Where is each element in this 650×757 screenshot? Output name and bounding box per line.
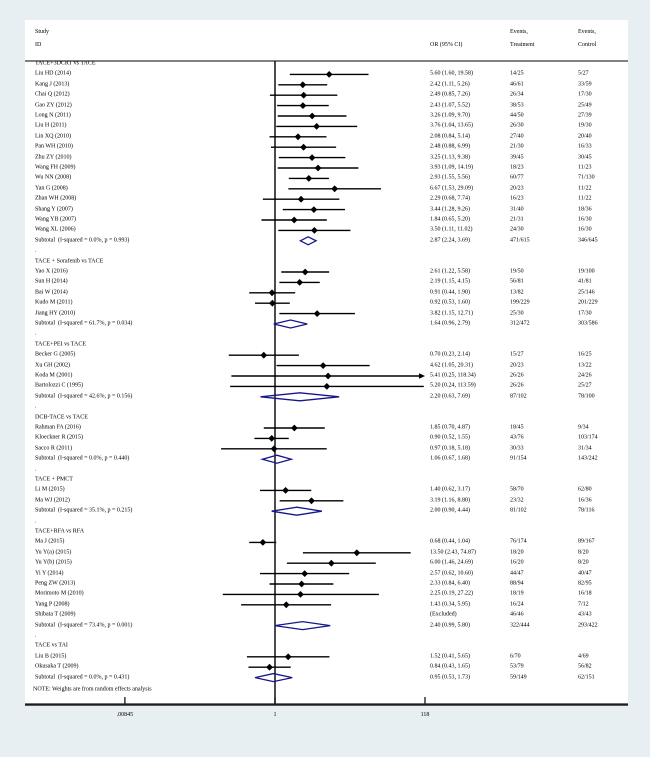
events-control-value: 293/422 bbox=[578, 622, 598, 629]
effect-marker bbox=[309, 154, 316, 161]
study-label: Ma WJ (2012) bbox=[35, 497, 70, 504]
or-ci-value: 2.00 (0.90, 4.44) bbox=[430, 507, 470, 514]
or-ci-value: 2.19 (1.15, 4.15) bbox=[430, 278, 470, 285]
events-control-value: 11/22 bbox=[578, 185, 592, 192]
subtotal-label: Subtotal (I-squared = 35.1%, p = 0.215) bbox=[35, 507, 133, 514]
pooled-diamond bbox=[262, 455, 291, 463]
plot-layer bbox=[25, 20, 628, 706]
or-ci-value: 2.87 (2.24, 3.69) bbox=[430, 237, 470, 244]
col-header-id: ID bbox=[35, 42, 42, 48]
col-header-treatment: Treatment bbox=[510, 42, 535, 48]
pooled-diamond bbox=[274, 320, 308, 328]
events-control-value: 16/30 bbox=[578, 216, 592, 223]
events-treatment-value: 44/50 bbox=[510, 112, 524, 119]
events-control-value: 43/43 bbox=[578, 611, 592, 618]
events-control-value: 71/130 bbox=[578, 174, 595, 181]
effect-marker bbox=[299, 81, 306, 88]
or-ci-value: 3.93 (1.09, 14.19) bbox=[430, 164, 473, 171]
events-control-value: 17/30 bbox=[578, 91, 592, 98]
effect-marker bbox=[268, 435, 275, 442]
events-control-value: 9/34 bbox=[578, 424, 589, 431]
events-control-value: 19/100 bbox=[578, 268, 595, 275]
effect-marker bbox=[285, 653, 292, 660]
events-control-value: 31/34 bbox=[578, 445, 592, 452]
events-treatment-value: 16/23 bbox=[510, 195, 524, 202]
study-label: Zhu ZY (2010) bbox=[35, 154, 72, 161]
events-control-value: 303/586 bbox=[578, 320, 598, 327]
group-label: TACE+RFA vs RFA bbox=[35, 528, 85, 535]
effect-marker bbox=[295, 133, 302, 140]
events-control-value: 16/33 bbox=[578, 143, 592, 150]
effect-marker bbox=[311, 227, 318, 234]
pooled-diamond bbox=[260, 393, 339, 401]
study-label: Jiang HY (2010) bbox=[35, 310, 76, 317]
or-ci-value: 2.61 (1.22, 5.58) bbox=[430, 268, 470, 275]
or-ci-value: 2.33 (0.84, 6.40) bbox=[430, 580, 470, 587]
events-treatment-value: 13/82 bbox=[510, 289, 524, 296]
x-tick-label: 1 bbox=[273, 712, 277, 718]
events-treatment-value: 31/40 bbox=[510, 206, 524, 213]
or-ci-value: 6.67 (1.53, 29.09) bbox=[430, 185, 473, 192]
col-header-events-2: Events, bbox=[578, 29, 596, 35]
events-treatment-value: 20/23 bbox=[510, 185, 524, 192]
or-ci-value: 2.29 (0.68, 7.74) bbox=[430, 195, 470, 202]
study-label: Kang J (2013) bbox=[35, 81, 70, 88]
pooled-diamond bbox=[275, 622, 331, 630]
study-label: Wang YB (2007) bbox=[35, 216, 76, 223]
effect-marker bbox=[302, 269, 309, 276]
study-label: Wu NN (2008) bbox=[35, 174, 72, 181]
events-control-value: 20/40 bbox=[578, 133, 592, 140]
events-control-value: 62/80 bbox=[578, 486, 592, 493]
events-treatment-value: 21/30 bbox=[510, 143, 524, 150]
events-control-value: 11/22 bbox=[578, 195, 592, 202]
events-control-value: 7/12 bbox=[578, 601, 589, 608]
effect-marker bbox=[291, 217, 298, 224]
events-control-value: 8/20 bbox=[578, 559, 589, 566]
group-label: TACE + PMCT bbox=[35, 476, 73, 483]
effect-marker bbox=[353, 549, 360, 556]
effect-marker bbox=[328, 560, 335, 567]
or-ci-value: 0.84 (0.43, 1.65) bbox=[430, 663, 470, 670]
study-label: Yu Y(b) (2015) bbox=[35, 559, 72, 566]
events-treatment-value: 18/19 bbox=[510, 590, 524, 597]
events-control-value: 13/22 bbox=[578, 362, 592, 369]
effect-marker bbox=[310, 206, 317, 213]
group-label: TACE + Sorafenib vs TACE bbox=[35, 258, 104, 265]
or-ci-value: 2.57 (0.62, 10.60) bbox=[430, 570, 473, 577]
events-treatment-value: 15/27 bbox=[510, 351, 524, 358]
effect-marker bbox=[283, 601, 290, 608]
study-label: Chai Q (2012) bbox=[35, 91, 70, 98]
or-ci-value: 2.48 (0.88, 6.99) bbox=[430, 143, 470, 150]
events-treatment-value: 21/31 bbox=[510, 216, 524, 223]
events-treatment-value: 26/34 bbox=[510, 91, 524, 98]
subtotal-label: Subtotal (I-squared = 0.0%, p = 0.440) bbox=[35, 455, 130, 462]
or-ci-value: (Excluded) bbox=[430, 611, 457, 618]
study-label: Bai W (2014) bbox=[35, 289, 68, 296]
effect-marker bbox=[323, 383, 330, 390]
events-control-value: 19/30 bbox=[578, 122, 592, 129]
study-label: Shibata T (2009) bbox=[35, 611, 76, 618]
or-ci-value: 0.68 (0.44, 1.04) bbox=[430, 538, 470, 545]
events-treatment-value: 58/70 bbox=[510, 486, 524, 493]
events-treatment-value: 471/615 bbox=[510, 237, 530, 244]
clip-arrow bbox=[419, 373, 425, 378]
events-treatment-value: 26/26 bbox=[510, 372, 524, 379]
events-treatment-value: 38/53 bbox=[510, 102, 524, 109]
x-tick-label: 118 bbox=[420, 712, 430, 718]
or-ci-value: 3.50 (1.11, 11.02) bbox=[430, 226, 473, 233]
or-ci-value: 5.60 (1.60, 19.58) bbox=[430, 70, 473, 77]
or-ci-value: 6.00 (1.46, 24.69) bbox=[430, 559, 473, 566]
events-control-value: 56/82 bbox=[578, 663, 592, 670]
events-treatment-value: 25/30 bbox=[510, 310, 524, 317]
effect-marker bbox=[313, 123, 320, 130]
or-ci-value: 1.43 (0.34, 5.95) bbox=[430, 601, 470, 608]
or-ci-value: 5.41 (0.25, 118.34) bbox=[430, 372, 476, 379]
study-label: Rahman FA (2016) bbox=[35, 424, 81, 431]
group-label: DCB-TACE vs TACE bbox=[35, 414, 88, 421]
events-control-value: 201/229 bbox=[578, 299, 598, 306]
col-header-events-1: Events, bbox=[510, 29, 528, 35]
events-treatment-value: 23/32 bbox=[510, 497, 524, 504]
events-treatment-value: 20/23 bbox=[510, 362, 524, 369]
events-control-value: 16/30 bbox=[578, 226, 592, 233]
study-label: Yang P (2008) bbox=[35, 601, 70, 608]
events-treatment-value: 81/102 bbox=[510, 507, 527, 514]
effect-marker bbox=[300, 92, 307, 99]
events-control-value: 78/116 bbox=[578, 507, 595, 514]
or-ci-value: 3.76 (1.04, 13.65) bbox=[430, 122, 473, 129]
or-ci-value: 1.64 (0.96, 2.79) bbox=[430, 320, 470, 327]
or-ci-value: 0.90 (0.52, 1.55) bbox=[430, 434, 470, 441]
effect-marker bbox=[298, 196, 305, 203]
events-treatment-value: 91/154 bbox=[510, 455, 527, 462]
events-treatment-value: 24/30 bbox=[510, 226, 524, 233]
events-control-value: 25/49 bbox=[578, 102, 592, 109]
group-label: TACE+3DCRT vs TACE bbox=[35, 60, 96, 67]
events-treatment-value: 6/70 bbox=[510, 653, 521, 660]
study-label: Zhan WH (2008) bbox=[35, 195, 77, 202]
or-ci-value: 1.85 (0.70, 4.87) bbox=[430, 424, 470, 431]
events-control-value: 5/27 bbox=[578, 70, 589, 77]
study-label: Bartolozzi C (1995) bbox=[35, 382, 83, 389]
study-label: Li M (2015) bbox=[35, 486, 65, 493]
or-ci-value: 0.97 (0.18, 5.18) bbox=[430, 445, 470, 452]
or-ci-value: 2.08 (0.84, 5.14) bbox=[430, 133, 470, 140]
or-ci-value: 3.26 (1.09, 9.70) bbox=[430, 112, 470, 119]
or-ci-value: 2.20 (0.63, 7.69) bbox=[430, 393, 470, 400]
subtotal-label: Subtotal (I-squared = 61.7%, p = 0.034) bbox=[35, 320, 133, 327]
study-label: Kloeckner R (2015) bbox=[35, 434, 83, 441]
events-control-value: 17/30 bbox=[578, 310, 592, 317]
events-treatment-value: 26/26 bbox=[510, 382, 524, 389]
effect-marker bbox=[297, 591, 304, 598]
events-control-value: 25/146 bbox=[578, 289, 595, 296]
events-treatment-value: 46/46 bbox=[510, 611, 524, 618]
or-ci-value: 1.06 (0.67, 1.68) bbox=[430, 455, 470, 462]
col-header-study: Study bbox=[35, 29, 50, 35]
events-treatment-value: 199/229 bbox=[510, 299, 530, 306]
events-control-value: 41/81 bbox=[578, 278, 592, 285]
study-label: Yan G (2008) bbox=[35, 185, 68, 192]
events-treatment-value: 27/40 bbox=[510, 133, 524, 140]
events-treatment-value: 18/20 bbox=[510, 549, 524, 556]
or-ci-value: 1.52 (0.41, 5.65) bbox=[430, 653, 470, 660]
events-treatment-value: 26/30 bbox=[510, 122, 524, 129]
effect-marker bbox=[291, 425, 298, 432]
study-label: Liu HD (2014) bbox=[35, 70, 71, 77]
col-header-or-ci: OR (95% CI) bbox=[430, 42, 463, 48]
x-tick-label: .00845 bbox=[116, 712, 134, 718]
or-ci-value: 0.92 (0.53, 1.60) bbox=[430, 299, 470, 306]
study-label: Koda M (2001) bbox=[35, 372, 73, 379]
study-label: Sacco R (2011) bbox=[35, 445, 73, 452]
or-ci-value: 2.42 (1.11, 5.26) bbox=[430, 81, 470, 88]
effect-marker bbox=[326, 71, 333, 78]
spacer-dot: . bbox=[35, 632, 37, 639]
effect-marker bbox=[282, 487, 289, 494]
events-control-value: 33/59 bbox=[578, 81, 592, 88]
events-treatment-value: 14/25 bbox=[510, 70, 524, 77]
effect-marker bbox=[300, 102, 307, 109]
events-treatment-value: 87/102 bbox=[510, 393, 527, 400]
pooled-diamond bbox=[255, 674, 292, 682]
effect-marker bbox=[308, 497, 315, 504]
effect-marker bbox=[300, 144, 307, 151]
group-label: TACE vs TAI bbox=[35, 642, 68, 649]
events-control-value: 11/23 bbox=[578, 164, 592, 171]
study-label: Peng ZW (2013) bbox=[35, 580, 76, 587]
events-control-value: 8/20 bbox=[578, 549, 589, 556]
effect-marker bbox=[301, 570, 308, 577]
events-control-value: 16/25 bbox=[578, 351, 592, 358]
events-control-value: 62/151 bbox=[578, 674, 595, 681]
effect-marker bbox=[260, 352, 267, 359]
events-treatment-value: 19/50 bbox=[510, 268, 524, 275]
events-treatment-value: 44/47 bbox=[510, 570, 524, 577]
group-label: TACE+PEI vs TACE bbox=[35, 341, 86, 348]
events-treatment-value: 59/149 bbox=[510, 674, 527, 681]
effect-marker bbox=[298, 581, 305, 588]
spacer-dot: . bbox=[35, 466, 37, 473]
plot-area bbox=[25, 20, 628, 706]
spacer-dot: . bbox=[35, 403, 37, 410]
events-control-value: 18/36 bbox=[578, 206, 592, 213]
events-control-value: 89/167 bbox=[578, 538, 595, 545]
events-control-value: 346/645 bbox=[578, 237, 598, 244]
events-control-value: 40/47 bbox=[578, 570, 592, 577]
subtotal-label: Subtotal (I-squared = 0.0%, p = 0.431) bbox=[35, 674, 130, 681]
study-label: Liu B (2015) bbox=[35, 653, 67, 660]
study-label: Morimoto M (2010) bbox=[35, 590, 84, 597]
events-control-value: 25/27 bbox=[578, 382, 592, 389]
events-treatment-value: 30/33 bbox=[510, 445, 524, 452]
events-control-value: 82/95 bbox=[578, 580, 592, 587]
events-treatment-value: 60/77 bbox=[510, 174, 524, 181]
subtotal-label: Subtotal (I-squared = 0.0%, p = 0.993) bbox=[35, 237, 130, 244]
subtotal-label: Subtotal (I-squared = 42.6%, p = 0.156) bbox=[35, 393, 133, 400]
events-control-value: 16/36 bbox=[578, 497, 592, 504]
effect-marker bbox=[259, 539, 266, 546]
study-label: Shang Y (2007) bbox=[35, 206, 73, 213]
events-treatment-value: 46/61 bbox=[510, 81, 524, 88]
study-label: Ma J (2015) bbox=[35, 538, 65, 545]
events-treatment-value: 312/472 bbox=[510, 320, 530, 327]
spacer-dot: . bbox=[35, 247, 37, 254]
events-treatment-value: 18/45 bbox=[510, 424, 524, 431]
events-control-value: 16/18 bbox=[578, 590, 592, 597]
effect-marker bbox=[309, 113, 316, 120]
study-label: Okusaka T (2009) bbox=[35, 663, 79, 670]
events-treatment-value: 18/23 bbox=[510, 164, 524, 171]
or-ci-value: 2.25 (0.19, 27.22) bbox=[430, 590, 473, 597]
or-ci-value: 0.91 (0.44, 1.90) bbox=[430, 289, 470, 296]
study-label: Gao ZY (2012) bbox=[35, 102, 72, 109]
or-ci-value: 3.25 (1.13, 9.38) bbox=[430, 154, 470, 161]
effect-marker bbox=[296, 279, 303, 286]
or-ci-value: 3.82 (1.15, 12.71) bbox=[430, 310, 473, 317]
or-ci-value: 3.44 (1.28, 9.26) bbox=[430, 206, 470, 213]
events-control-value: 24/26 bbox=[578, 372, 592, 379]
effect-marker bbox=[331, 185, 338, 192]
study-label: Xu GH (2002) bbox=[35, 362, 70, 369]
events-treatment-value: 56/81 bbox=[510, 278, 524, 285]
subtotal-label: Subtotal (I-squared = 73.4%, p = 0.001) bbox=[35, 622, 133, 629]
or-ci-value: 2.40 (0.99, 5.80) bbox=[430, 622, 470, 629]
pooled-diamond bbox=[272, 507, 322, 515]
events-treatment-value: 88/94 bbox=[510, 580, 524, 587]
effect-marker bbox=[315, 165, 322, 172]
events-control-value: 4/69 bbox=[578, 653, 589, 660]
events-treatment-value: 322/444 bbox=[510, 622, 530, 629]
events-control-value: 78/100 bbox=[578, 393, 595, 400]
effect-marker bbox=[314, 310, 321, 317]
or-ci-value: 2.43 (1.07, 5.52) bbox=[430, 102, 470, 109]
events-control-value: 30/45 bbox=[578, 154, 592, 161]
events-treatment-value: 39/45 bbox=[510, 154, 524, 161]
events-treatment-value: 53/79 bbox=[510, 663, 524, 670]
or-ci-value: 0.70 (0.23, 2.14) bbox=[430, 351, 470, 358]
study-label: Yao X (2016) bbox=[35, 268, 68, 275]
events-control-value: 143/242 bbox=[578, 455, 598, 462]
effect-marker bbox=[266, 664, 273, 671]
or-ci-value: 1.40 (0.62, 3.17) bbox=[430, 486, 470, 493]
effect-marker bbox=[320, 362, 327, 369]
study-label: Wang FH (2009) bbox=[35, 164, 76, 171]
study-label: Yu Y(a) (2015) bbox=[35, 549, 72, 556]
col-header-control: Control bbox=[578, 42, 597, 48]
effect-marker bbox=[305, 175, 312, 182]
events-treatment-value: 16/24 bbox=[510, 601, 524, 608]
study-label: Liu H (2011) bbox=[35, 122, 67, 129]
study-label: Sun H (2014) bbox=[35, 278, 68, 285]
study-label: Lin XQ (2010) bbox=[35, 133, 71, 140]
or-ci-value: 1.84 (0.65, 5.20) bbox=[430, 216, 470, 223]
study-label: Long N (2011) bbox=[35, 112, 71, 119]
pooled-diamond bbox=[300, 237, 316, 245]
note-text: NOTE: Weights are from random effects analysis bbox=[33, 686, 152, 693]
study-label: Becker G (2005) bbox=[35, 351, 76, 358]
events-treatment-value: 43/76 bbox=[510, 434, 524, 441]
events-control-value: 103/174 bbox=[578, 434, 598, 441]
or-ci-value: 4.62 (1.05, 20.31) bbox=[430, 362, 473, 369]
events-treatment-value: 76/174 bbox=[510, 538, 527, 545]
effect-marker bbox=[271, 445, 278, 452]
effect-marker bbox=[325, 373, 332, 380]
or-ci-value: 2.49 (0.85, 7.26) bbox=[430, 91, 470, 98]
or-ci-value: 5.20 (0.24, 113.59) bbox=[430, 382, 476, 389]
study-label: Wang XL (2006) bbox=[35, 226, 76, 233]
study-label: Pan WH (2010) bbox=[35, 143, 73, 150]
study-label: Kudo M (2011) bbox=[35, 299, 73, 306]
events-control-value: 27/39 bbox=[578, 112, 592, 119]
or-ci-value: 13.50 (2.43, 74.87) bbox=[430, 549, 476, 556]
events-treatment-value: 16/20 bbox=[510, 559, 524, 566]
or-ci-value: 2.93 (1.55, 5.56) bbox=[430, 174, 470, 181]
or-ci-value: 0.95 (0.53, 1.73) bbox=[430, 674, 470, 681]
spacer-dot: . bbox=[35, 518, 37, 525]
spacer-dot: . bbox=[35, 330, 37, 337]
or-ci-value: 3.19 (1.16, 8.80) bbox=[430, 497, 470, 504]
study-label: Yi Y (2014) bbox=[35, 570, 64, 577]
